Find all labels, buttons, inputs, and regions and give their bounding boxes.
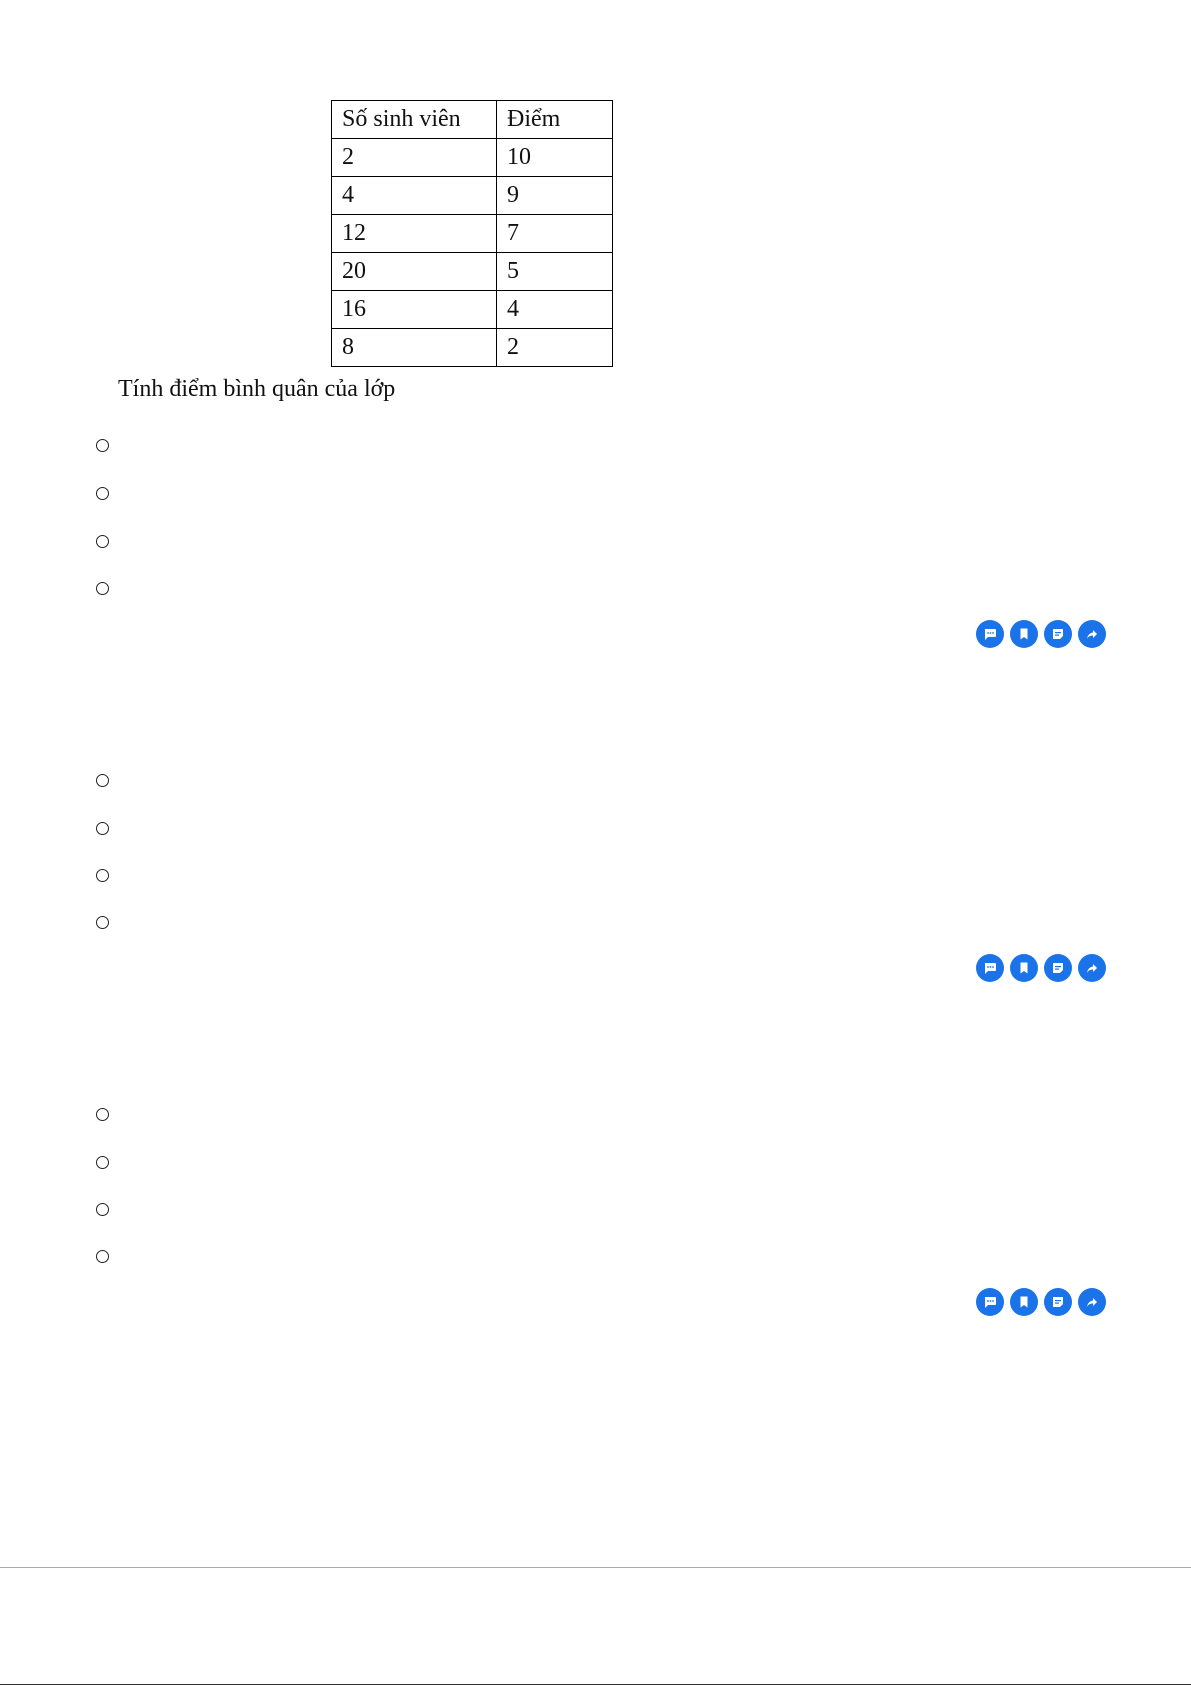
table-cell: 2 [497,329,613,367]
score-table [331,100,613,367]
note-icon[interactable] [1044,1288,1072,1316]
bookmark-icon[interactable] [1010,954,1038,982]
table-cell: 20 [332,253,497,291]
option-radio[interactable] [96,1203,109,1216]
question-actions [976,954,1106,982]
bookmark-icon[interactable] [1010,1288,1038,1316]
option-radio[interactable] [96,774,109,787]
table-cell: 8 [332,329,497,367]
bookmark-icon[interactable] [1010,620,1038,648]
note-icon[interactable] [1044,620,1072,648]
question-actions [976,620,1106,648]
table-cell: 12 [332,215,497,253]
table-row [332,253,613,291]
option-radio[interactable] [96,535,109,548]
option-radio[interactable] [96,439,109,452]
table-row [332,139,613,177]
table-cell: 9 [497,177,613,215]
table-cell: 2 [332,139,497,177]
table-row [332,177,613,215]
option-radio[interactable] [96,487,109,500]
option-radio[interactable] [96,869,109,882]
table-row [332,329,613,367]
option-radio[interactable] [96,1250,109,1263]
option-radio[interactable] [96,916,109,929]
share-icon[interactable] [1078,954,1106,982]
table-header-row [332,101,613,139]
share-icon[interactable] [1078,620,1106,648]
comment-icon[interactable] [976,954,1004,982]
table-cell: 4 [332,177,497,215]
comment-icon[interactable] [976,1288,1004,1316]
header-cell: Điểm [497,101,613,139]
question-text: Tính điểm bình quân của lớp [118,376,396,402]
option-radio[interactable] [96,822,109,835]
option-radio[interactable] [96,1108,109,1121]
page-divider [0,1567,1191,1568]
question-actions [976,1288,1106,1316]
share-icon[interactable] [1078,1288,1106,1316]
table-cell: 5 [497,253,613,291]
table-row [332,291,613,329]
option-radio[interactable] [96,582,109,595]
header-cell: Số sinh viên [332,101,497,139]
table-cell: 7 [497,215,613,253]
option-radio[interactable] [96,1156,109,1169]
note-icon[interactable] [1044,954,1072,982]
table-cell: 10 [497,139,613,177]
table-row [332,215,613,253]
comment-icon[interactable] [976,620,1004,648]
table-cell: 4 [497,291,613,329]
table-cell: 16 [332,291,497,329]
